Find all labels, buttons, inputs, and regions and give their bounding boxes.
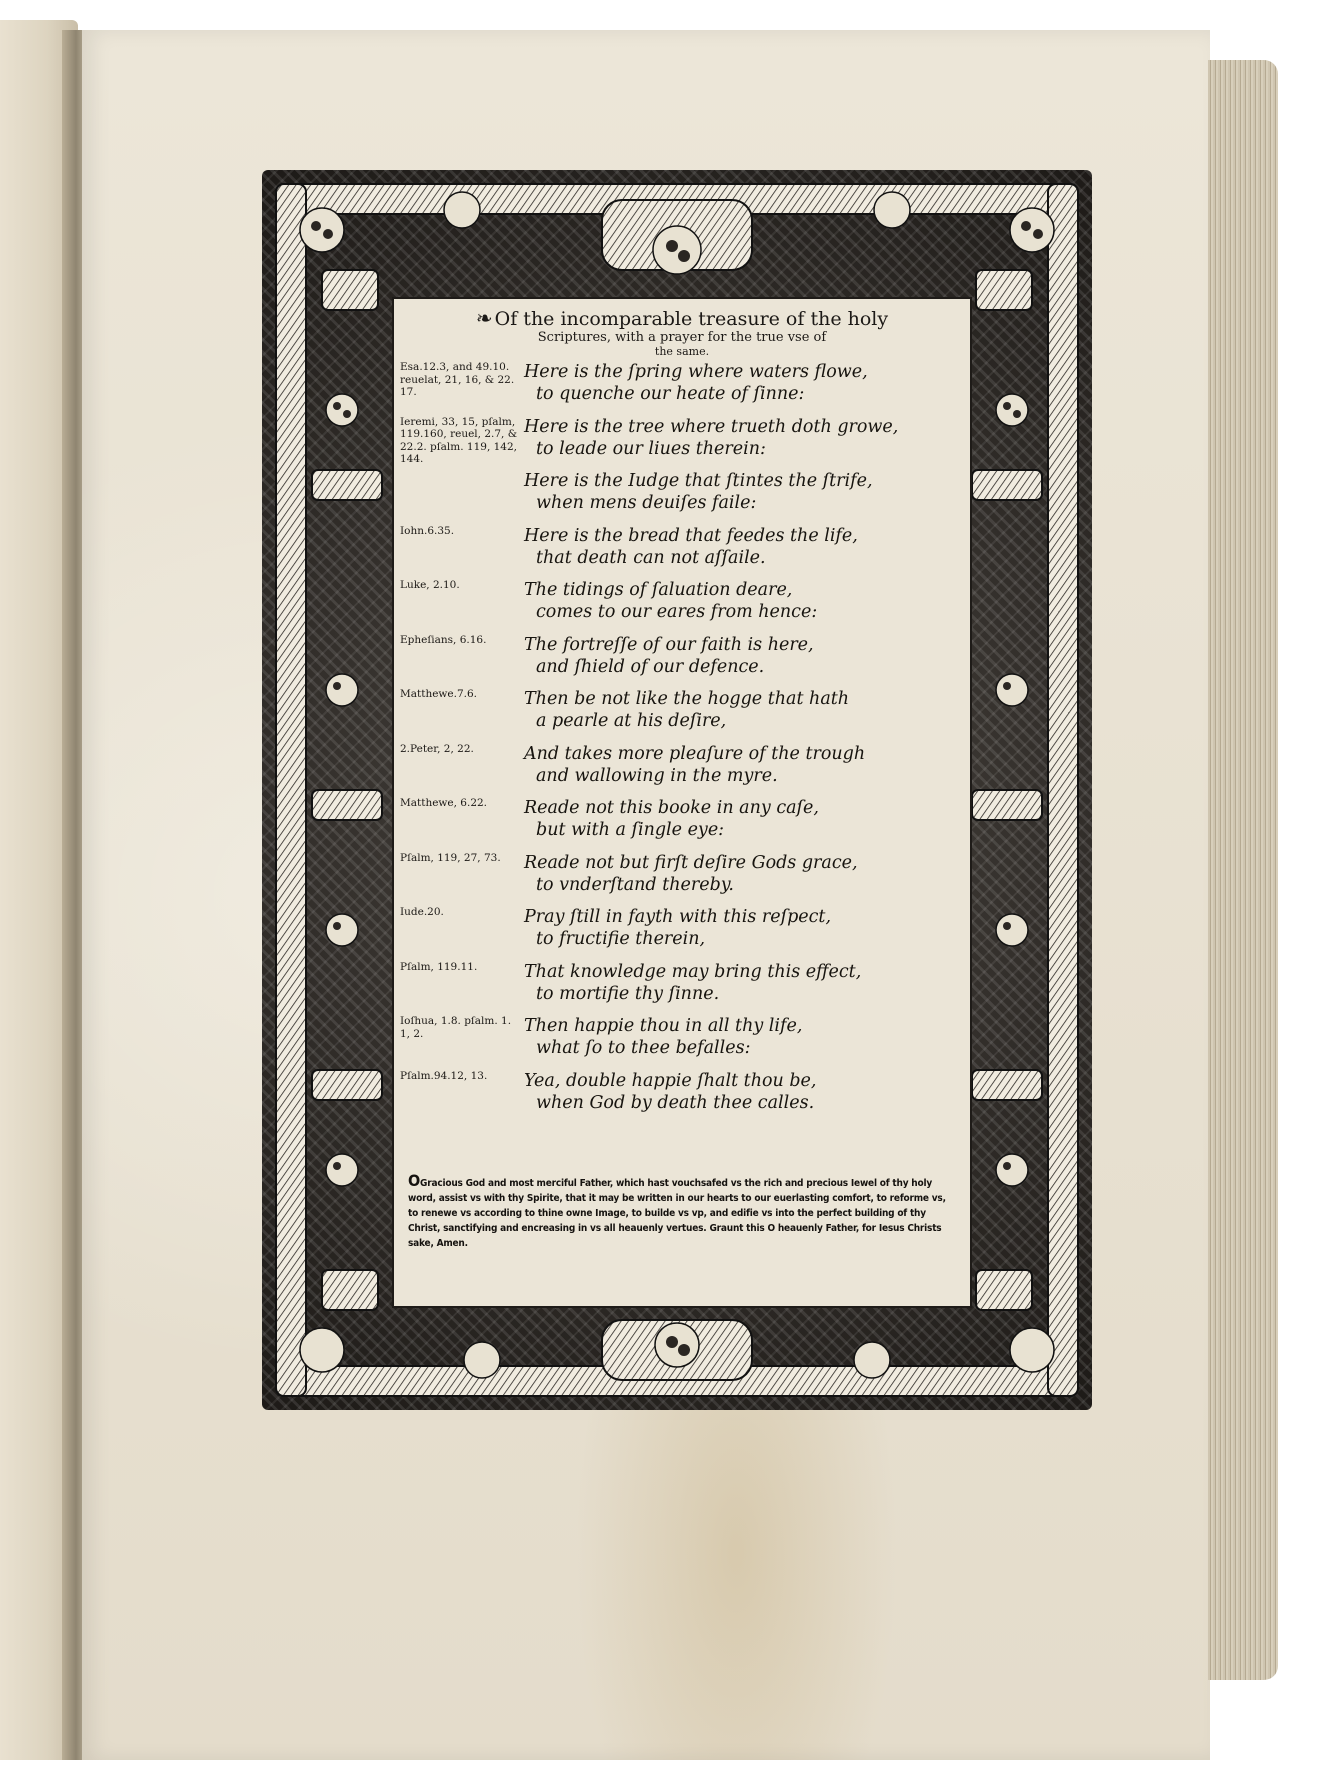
verse-line-indented: what ſo to thee befalles: [536, 1038, 751, 1058]
verse-line-indented: to quenche our heate of ſinne: [536, 384, 805, 404]
verse-line-indented: but with a ſingle eye: [536, 820, 725, 840]
verse-line: Here is the tree where trueth doth growe, [524, 416, 899, 437]
verse-lines [524, 416, 898, 460]
verse-line-indented: and ſhield of our defence. [536, 656, 765, 677]
text-panel [392, 297, 972, 1308]
page-edges [1208, 60, 1278, 1680]
scripture-reference: Esa.12.3, and 49.10. reuelat, 21, 16, & 22. 17. [400, 361, 515, 398]
scripture-reference: Matthewe, 6.22. [400, 797, 488, 809]
scripture-reference: Pſalm, 119, 27, 73. [400, 851, 501, 864]
prayer-paragraph [408, 1173, 956, 1251]
verse-line-indented: and wallowing in the myre. [536, 765, 778, 786]
scripture-reference: Luke, 2.10. [400, 579, 460, 591]
scripture-reference: Matthewe.7.6. [400, 688, 478, 700]
prayer-initial: O [408, 1171, 421, 1190]
verse-line: The tidings of ſaluation deare, [524, 580, 793, 600]
verse-line: The fortreſſe of our faith is here, [524, 634, 814, 655]
verse-lines [524, 361, 868, 405]
verse-line: Yea, double happie ſhalt thou be, [524, 1070, 817, 1091]
prayer-text: Gracious God and most merciful Father, which hast vouchsafed vs the rich and precious Iewel of thy holy word, assist vs with thy Spirite, that it may be written in our hearts to our euerlasting comfort, to reforme vs, to renewe vs according to thine owne Image, to builde vs vp, and edifie vs into the perfect building of thy Christ, sanctifying and encreasing in vs all heauenly vertues. Graunt this O heauenly Father, for Iesus Christs sake, Amen. [408, 1178, 946, 1249]
verse-line: And takes more pleaſure of the trough [524, 743, 866, 764]
verse-line: Here is the ſpring where waters flowe, [524, 362, 868, 382]
verse-lines [524, 1015, 802, 1059]
verse-line-indented: a pearle at his deſire, [536, 711, 727, 731]
verse-lines [524, 688, 849, 732]
verse-line: Pray ſtill in fayth with this reſpect, [524, 907, 832, 927]
page-title [412, 307, 952, 358]
scripture-reference: Iude.20. [400, 906, 444, 918]
verse-lines [524, 525, 858, 569]
scripture-reference: Pſalm, 119.11. [400, 960, 478, 973]
verse-lines [524, 634, 814, 678]
scripture-reference: Ioſhua, 1.8. pſalm. 1. 1, 2. [400, 1015, 512, 1040]
verse-lines [524, 906, 831, 950]
verse-lines [524, 797, 819, 841]
verse-line: Then be not like the hogge that hath [524, 689, 850, 709]
verse-line-indented: to vnderſtand thereby. [536, 874, 734, 895]
verse-lines [524, 470, 873, 514]
title-line-2: Scriptures, with a prayer for the true vse of [537, 330, 827, 345]
verse-lines [524, 852, 858, 896]
fleuron-icon: ❧ [475, 306, 493, 330]
verse-line-indented: to leade our liues therein: [536, 438, 766, 459]
verse-line: Here is the Iudge that ſtintes the ſtrife, [524, 471, 873, 491]
verse-line-indented: to mortifie thy ſinne. [536, 983, 720, 1004]
verse-line: Reade not this booke in any caſe, [524, 798, 819, 818]
verse-lines [524, 743, 865, 787]
verse-line-indented: to fructifie therein, [536, 929, 706, 949]
scripture-reference: Pſalm.94.12, 13. [400, 1069, 488, 1082]
title-line-3: the same. [654, 345, 710, 358]
title-line-1: Of the incomparable treasure of the holy [494, 308, 889, 330]
verse-line-indented: when mens deuiſes faile: [536, 493, 757, 513]
verse-lines [524, 579, 817, 623]
scripture-reference: Epheſians, 6.16. [400, 633, 487, 646]
verse-line-indented: that death can not aſſaile. [536, 547, 766, 568]
verse-line: Then happie thou in all thy life, [524, 1016, 803, 1036]
verse-line: Here is the bread that feedes the life, [524, 525, 858, 546]
verse-line-indented: comes to our eares from hence: [536, 602, 818, 622]
verse-line-indented: when God by death thee calles. [536, 1092, 815, 1113]
verse-lines [524, 961, 861, 1005]
verse-line: That knowledge may bring this effect, [524, 961, 862, 982]
verse-line: Reade not but firſt deſire Gods grace, [524, 852, 858, 873]
scripture-reference: Ieremi, 33, 15, pſalm, 119.160, reuel, 2.7, & 22.2. pſalm. 119, 142, 144. [400, 415, 518, 465]
scripture-reference: Iohn.6.35. [400, 524, 455, 537]
verse-lines [524, 1070, 816, 1114]
scripture-reference: 2.Peter, 2, 22. [400, 742, 474, 755]
